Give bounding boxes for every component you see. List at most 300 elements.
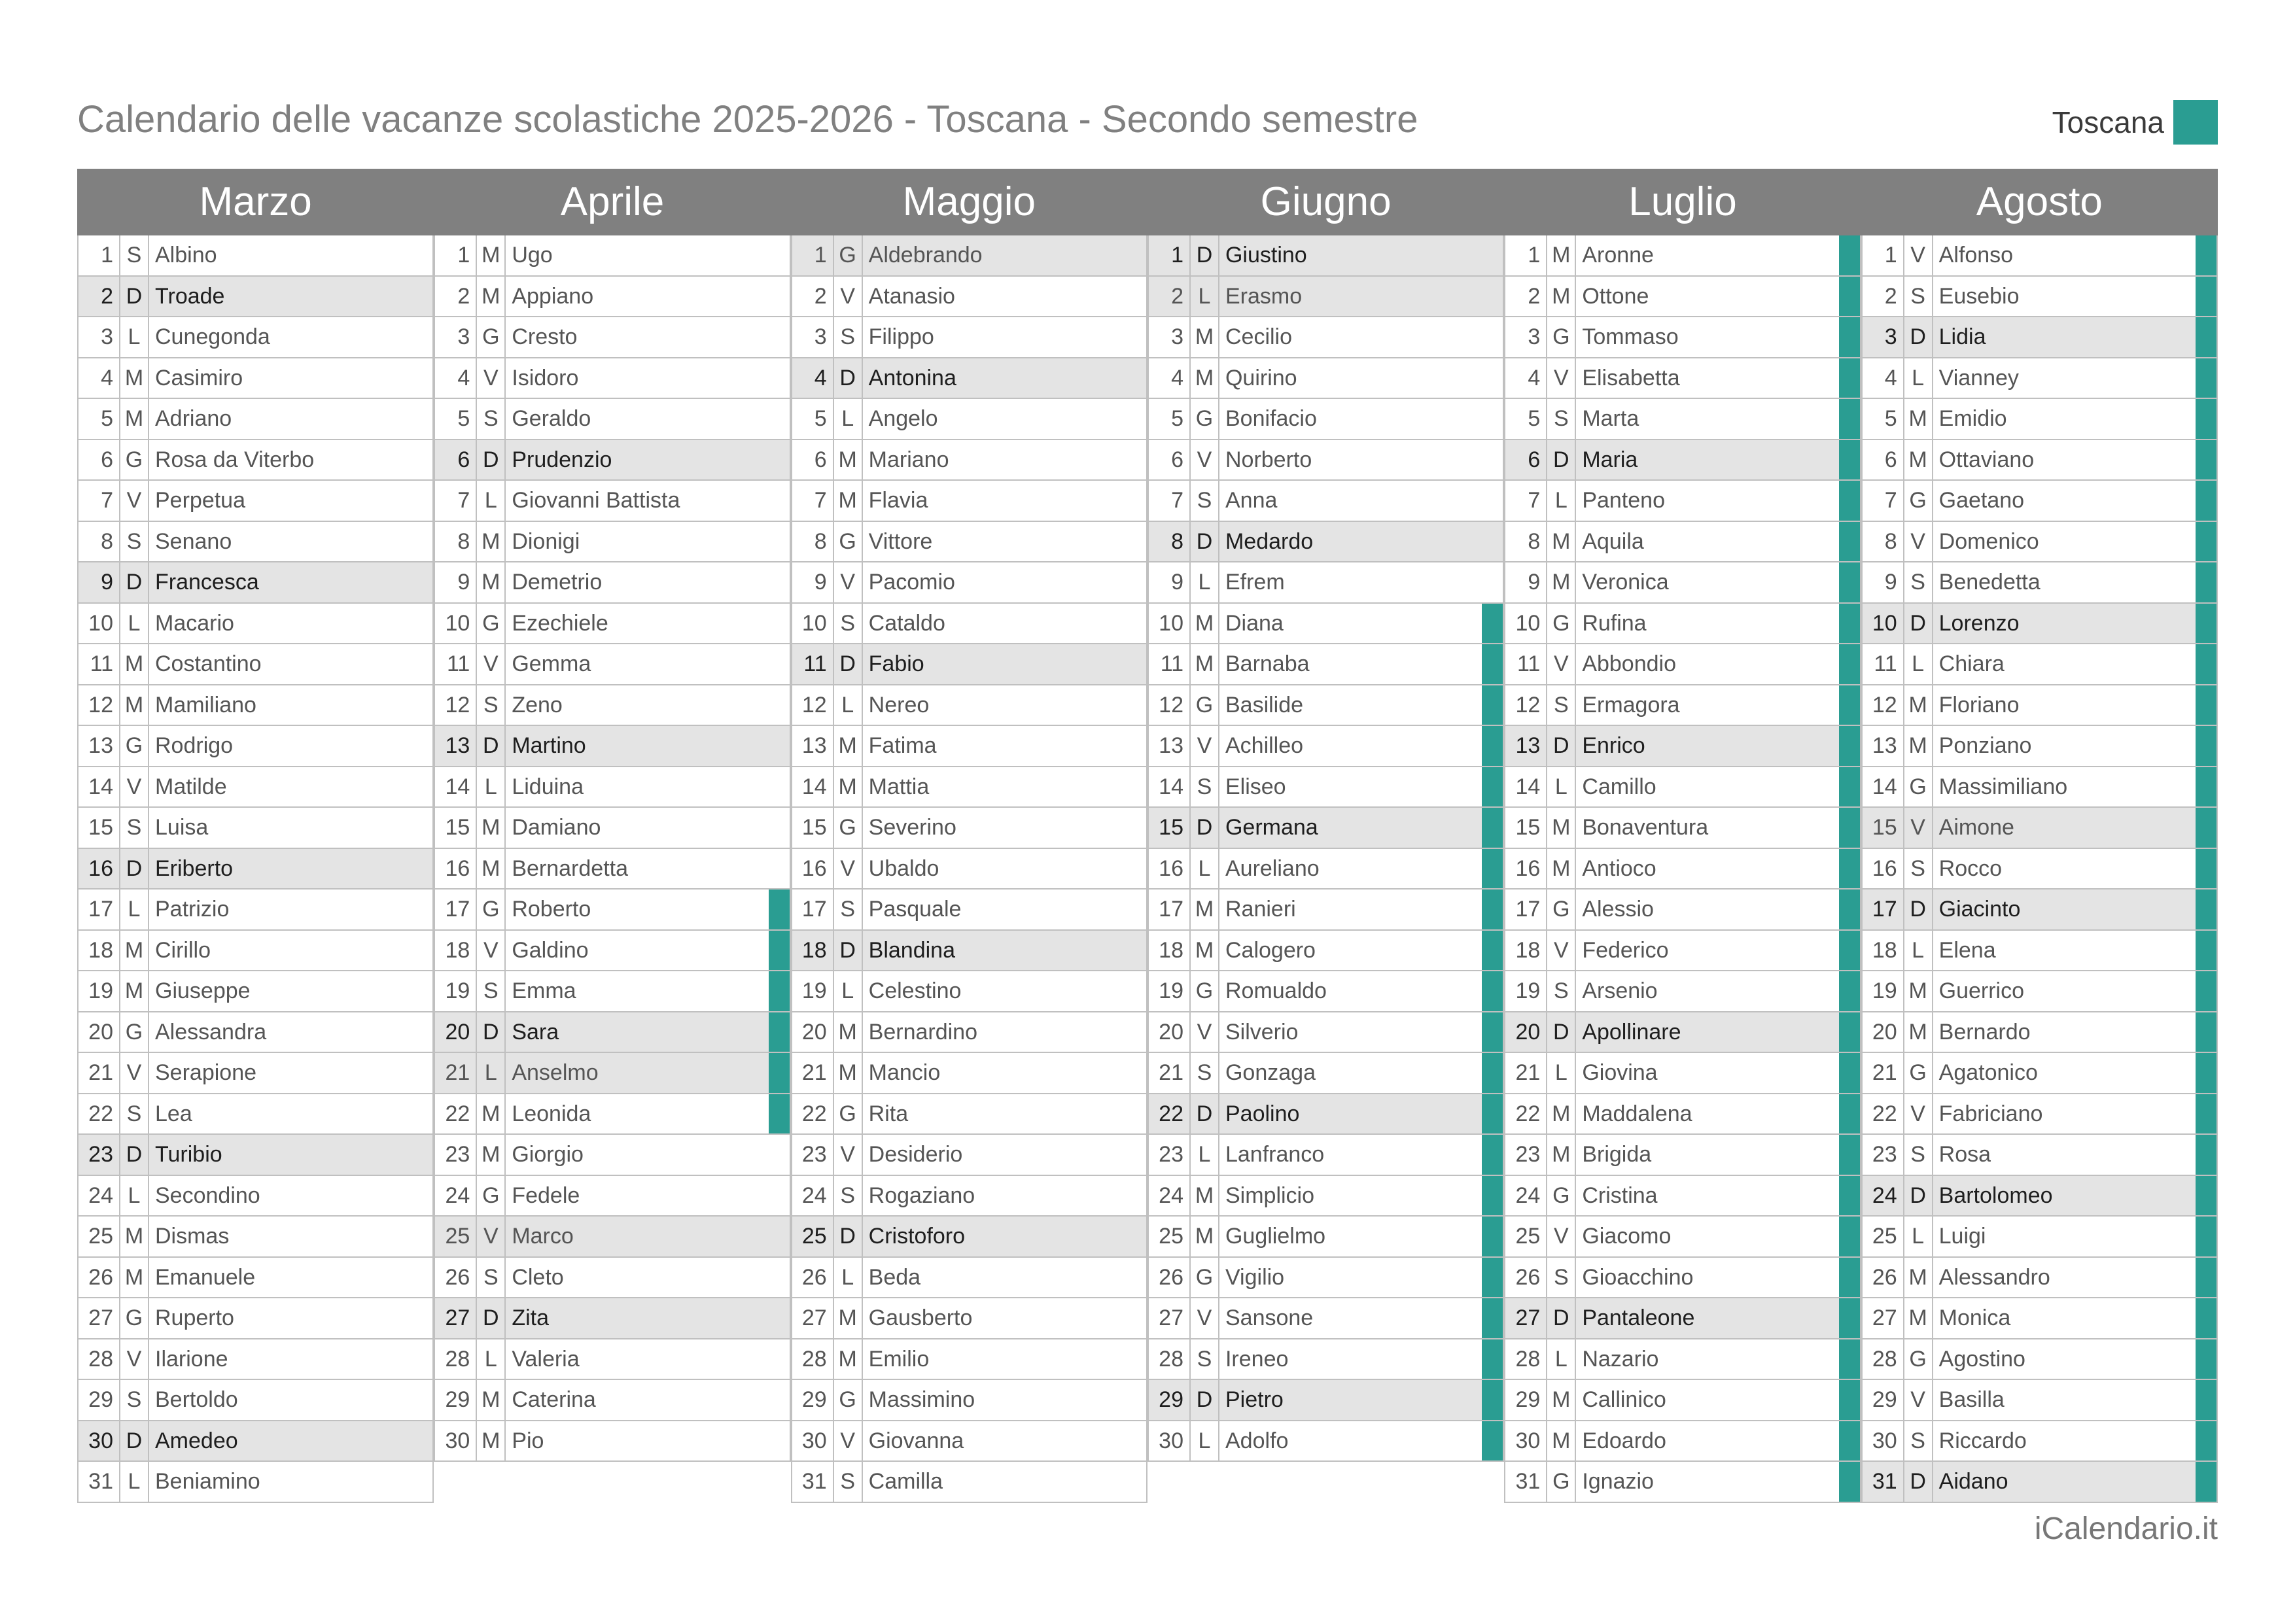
day-row [1863,1462,2216,1503]
day-row [1149,1421,1503,1462]
weekday-letter: D [120,1135,149,1175]
day-number: 7 [1149,481,1191,521]
day-number: 1 [1149,235,1191,275]
saint-name: Ermagora [1582,692,1680,717]
weekday-letter: V [834,849,863,889]
vacation-marker [1839,481,1860,521]
day-number: 4 [1149,358,1191,398]
day-number: 12 [1505,685,1547,725]
day-number: 22 [1863,1094,1904,1134]
vacation-marker [1482,971,1503,1011]
weekday-letter: M [477,277,506,317]
saint-name: Secondino [155,1183,260,1208]
day-row [1149,562,1503,604]
day-number: 24 [792,1176,834,1216]
day-row [792,1176,1146,1217]
saint-name: Calogero [1225,937,1316,963]
weekday-letter: S [1904,1135,1933,1175]
month-header: Maggio [791,169,1148,235]
vacation-marker [769,1380,790,1420]
vacation-marker [412,235,432,275]
vacation-marker [1839,1421,1860,1461]
day-row [792,931,1146,972]
weekday-letter: M [1191,358,1219,398]
saint-name: Rita [868,1101,909,1126]
saint-name: Benedetta [1938,570,2041,595]
saint-name: Apollinare [1582,1019,1681,1045]
saint-name: Eriberto [155,855,234,881]
weekday-letter: M [120,1258,149,1298]
day-number: 12 [435,685,477,725]
day-number: 28 [792,1339,834,1379]
vacation-marker [2196,726,2216,766]
day-number: 19 [792,971,834,1011]
weekday-letter: V [477,1217,506,1256]
day-row [1505,808,1859,849]
day-row [435,277,789,318]
day-row [79,604,432,645]
vacation-marker [2196,1298,2216,1338]
day-row [1505,481,1859,522]
day-row [79,1298,432,1339]
saint-name: Flavia [868,488,928,513]
vacation-marker [412,1094,432,1134]
vacation-marker [769,1339,790,1379]
day-row [435,890,789,931]
vacation-marker [1125,726,1146,766]
saint-name: Giovanni Battista [512,488,680,513]
day-row [1149,1298,1503,1339]
day-number: 12 [1863,685,1904,725]
vacation-marker [1482,1258,1503,1298]
day-number: 21 [792,1053,834,1093]
weekday-letter: S [1904,849,1933,889]
weekday-letter: L [834,971,863,1011]
vacation-marker [1839,808,1860,848]
vacation-marker [1482,931,1503,971]
vacation-marker [1125,277,1146,317]
weekday-letter: V [120,1339,149,1379]
saint-name: Elisabetta [1582,365,1680,390]
vacation-marker [769,931,790,971]
vacation-marker [1125,358,1146,398]
day-row [79,890,432,931]
day-number: 17 [1505,890,1547,929]
vacation-marker [2196,1258,2216,1298]
day-row [79,1176,432,1217]
day-row [792,235,1146,277]
day-number: 24 [79,1176,120,1216]
saint-name: Agostino [1938,1346,2025,1372]
day-row [792,1421,1146,1462]
vacation-marker [412,808,432,848]
day-number: 16 [1863,849,1904,889]
day-row [79,808,432,849]
day-number: 30 [792,1421,834,1461]
vacation-marker [412,1135,432,1175]
saint-name: Efrem [1225,570,1285,595]
saint-name: Quirino [1225,365,1297,390]
weekday-letter: S [834,1176,863,1216]
weekday-letter: G [1547,1462,1576,1502]
day-row [1863,808,2216,849]
day-row [1505,644,1859,685]
weekday-letter: M [120,1217,149,1256]
day-row [1505,767,1859,808]
day-number: 9 [1149,562,1191,602]
vacation-marker [1125,931,1146,971]
weekday-letter: G [1904,1053,1933,1093]
weekday-letter: V [477,931,506,971]
day-row [1863,358,2216,400]
day-number: 30 [79,1421,120,1461]
weekday-letter: D [120,849,149,889]
day-row [1863,1094,2216,1135]
vacation-marker [769,522,790,562]
day-row [792,481,1146,522]
vacation-marker [1125,399,1146,439]
day-number: 25 [792,1217,834,1256]
day-row [1505,1258,1859,1299]
vacation-marker [1125,317,1146,357]
vacation-marker [1482,358,1503,398]
day-number: 11 [435,644,477,684]
day-row [1149,317,1503,358]
saint-name: Adriano [155,406,232,431]
day-number: 2 [792,277,834,317]
day-number: 18 [1505,931,1547,971]
saint-name: Cecilio [1225,324,1293,349]
saint-name: Vittore [868,528,933,554]
day-number: 10 [792,604,834,644]
day-number: 28 [1863,1339,1904,1379]
day-row [435,481,789,522]
day-row [79,931,432,972]
day-row [1505,685,1859,727]
saint-name: Simplicio [1225,1183,1315,1208]
day-number: 2 [79,277,120,317]
saint-name: Alessandro [1938,1264,2050,1290]
vacation-marker [769,317,790,357]
vacation-marker [1482,277,1503,317]
day-number: 6 [792,440,834,480]
weekday-letter: G [477,604,506,644]
day-number: 14 [792,767,834,807]
vacation-marker [769,644,790,684]
weekday-letter: V [120,1053,149,1093]
saint-name: Giustino [1225,243,1307,268]
day-number: 13 [435,726,477,766]
saint-name: Cirillo [155,937,211,963]
day-number: 25 [1149,1217,1191,1256]
weekday-letter: S [1547,685,1576,725]
day-row [1505,235,1859,277]
day-number: 3 [1863,317,1904,357]
weekday-letter: G [834,1094,863,1134]
vacation-marker [412,604,432,644]
weekday-letter: L [477,767,506,807]
vacation-marker [412,1421,432,1461]
weekday-letter: G [1191,1258,1219,1298]
month-column [1504,169,1861,1503]
weekday-letter: S [120,808,149,848]
day-row [79,1258,432,1299]
day-row [1863,1421,2216,1462]
day-row [435,562,789,604]
vacation-marker [1839,277,1860,317]
saint-name: Adolfo [1225,1428,1289,1453]
weekday-letter: M [1904,685,1933,725]
vacation-marker [1125,440,1146,480]
saint-name: Bartolomeo [1938,1183,2053,1208]
day-number: 6 [1863,440,1904,480]
day-number: 30 [435,1421,477,1461]
vacation-marker [1125,1176,1146,1216]
vacation-marker [769,358,790,398]
day-number: 16 [1505,849,1547,889]
day-row [79,1135,432,1176]
day-number: 24 [1863,1176,1904,1216]
day-row [1149,399,1503,440]
day-row [435,235,789,277]
saint-name: Floriano [1938,692,2020,717]
saint-name: Ottaviano [1938,447,2035,472]
vacation-marker [769,1298,790,1338]
day-number: 14 [435,767,477,807]
day-number: 8 [1149,522,1191,562]
month-days [1861,235,2218,1503]
vacation-marker [412,931,432,971]
weekday-letter: S [1191,1053,1219,1093]
saint-name: Camilla [868,1469,943,1494]
day-number: 5 [1505,399,1547,439]
weekday-letter: L [834,1258,863,1298]
day-row [1863,1217,2216,1258]
weekday-letter: M [834,767,863,807]
weekday-letter: D [1547,1012,1576,1052]
day-row [435,931,789,972]
day-number: 8 [1505,522,1547,562]
saint-name: Alfonso [1938,243,2014,268]
day-number: 8 [792,522,834,562]
saint-name: Prudenzio [512,447,612,472]
day-number: 10 [79,604,120,644]
day-number: 30 [1149,1421,1191,1461]
saint-name: Domenico [1938,528,2039,554]
saint-name: Galdino [512,937,589,963]
day-row [792,277,1146,318]
saint-name: Cataldo [868,610,945,636]
day-number: 6 [435,440,477,480]
saint-name: Achilleo [1225,733,1304,758]
saint-name: Ugo [512,243,553,268]
day-row [435,644,789,685]
saint-name: Anna [1225,488,1278,513]
saint-name: Rocco [1938,855,2003,881]
saint-name: Vianney [1938,365,2019,390]
saint-name: Emilio [868,1346,930,1372]
vacation-marker [1125,767,1146,807]
saint-name: Leonida [512,1101,591,1126]
weekday-letter: D [477,726,506,766]
vacation-marker [1482,1298,1503,1338]
day-row [79,1053,432,1094]
day-row [1505,1298,1859,1339]
day-number: 11 [1863,644,1904,684]
day-number: 13 [1863,726,1904,766]
vacation-marker [412,890,432,929]
day-number: 5 [1863,399,1904,439]
saint-name: Ezechiele [512,610,608,636]
vacation-marker [769,1012,790,1052]
weekday-letter: V [1191,726,1219,766]
day-number: 14 [1149,767,1191,807]
day-row [1863,1380,2216,1421]
vacation-marker [412,1012,432,1052]
vacation-marker [412,1462,432,1502]
weekday-letter: S [834,317,863,357]
day-row [792,1298,1146,1339]
day-row [1505,1217,1859,1258]
vacation-marker [2196,685,2216,725]
day-row [1505,440,1859,481]
day-row [79,849,432,890]
day-number: 26 [792,1258,834,1298]
weekday-letter: S [1191,1339,1219,1379]
day-row [435,1421,789,1462]
saint-name: Massimiliano [1938,774,2068,799]
day-number: 10 [1149,604,1191,644]
day-number: 25 [79,1217,120,1256]
day-number: 16 [792,849,834,889]
day-row [1149,971,1503,1012]
vacation-marker [1482,562,1503,602]
weekday-letter: D [1904,317,1933,357]
month-days [791,235,1148,1503]
saint-name: Amedeo [155,1428,238,1453]
saint-name: Turibio [155,1142,222,1167]
day-number: 1 [435,235,477,275]
saint-name: Luisa [155,815,209,840]
saint-name: Isidoro [512,365,579,390]
vacation-marker [412,1298,432,1338]
day-number: 8 [435,522,477,562]
day-number: 30 [1863,1421,1904,1461]
day-row [1863,481,2216,522]
day-row [1505,1421,1859,1462]
saint-name: Rogaziano [868,1183,975,1208]
saint-name: Germana [1225,815,1318,840]
vacation-marker [1839,1053,1860,1093]
vacation-marker [1839,767,1860,807]
vacation-marker [2196,971,2216,1011]
vacation-marker [1482,849,1503,889]
saint-name: Roberto [512,897,591,922]
vacation-marker [2196,1094,2216,1134]
vacation-marker [412,767,432,807]
day-number: 20 [1149,1012,1191,1052]
vacation-marker [2196,767,2216,807]
day-number: 27 [792,1298,834,1338]
weekday-letter: S [1904,277,1933,317]
day-row [1863,1053,2216,1094]
day-row [79,726,432,767]
saint-name: Lea [155,1101,192,1126]
weekday-letter: D [834,358,863,398]
vacation-marker [1125,1421,1146,1461]
day-row [792,317,1146,358]
saint-name: Nazario [1582,1346,1659,1372]
day-number: 29 [1505,1380,1547,1420]
saint-name: Alessandra [155,1019,267,1045]
weekday-letter: D [1547,726,1576,766]
day-row [435,685,789,727]
saint-name: Ireneo [1225,1346,1289,1372]
day-number: 13 [1149,726,1191,766]
saint-name: Pietro [1225,1387,1284,1412]
day-row [792,604,1146,645]
day-number: 6 [1505,440,1547,480]
day-row [79,399,432,440]
saint-name: Ruperto [155,1305,234,1330]
month-days [1148,235,1504,1462]
saint-name: Giovanna [868,1428,964,1453]
day-number: 9 [1863,562,1904,602]
saint-name: Serapione [155,1060,257,1085]
day-row [435,808,789,849]
saint-name: Giacomo [1582,1224,1672,1249]
vacation-marker [1839,644,1860,684]
vacation-marker [1839,399,1860,439]
vacation-marker [1482,1380,1503,1420]
day-number: 2 [1505,277,1547,317]
day-number: 23 [792,1135,834,1175]
day-number: 3 [792,317,834,357]
vacation-marker [769,1053,790,1093]
day-number: 19 [1863,971,1904,1011]
vacation-marker [1125,849,1146,889]
legend-label: Toscana [2052,105,2164,139]
vacation-marker [1125,481,1146,521]
vacation-marker [2196,1339,2216,1379]
saint-name: Abbondio [1582,651,1676,676]
day-number: 11 [79,644,120,684]
day-number: 7 [1863,481,1904,521]
weekday-letter: L [834,399,863,439]
day-row [792,767,1146,808]
day-row [1149,726,1503,767]
saint-name: Guerrico [1938,978,2025,1003]
vacation-marker [2196,1217,2216,1256]
weekday-letter: M [1191,890,1219,929]
saint-name: Norberto [1225,447,1312,472]
day-row [1863,562,2216,604]
day-number: 22 [1149,1094,1191,1134]
vacation-marker [2196,1421,2216,1461]
vacation-marker [2196,1380,2216,1420]
day-number: 15 [1149,808,1191,848]
saint-name: Diana [1225,610,1284,636]
day-number: 21 [1149,1053,1191,1093]
day-row [435,1176,789,1217]
weekday-letter: L [1547,1053,1576,1093]
vacation-marker [412,644,432,684]
vacation-marker [1839,1258,1860,1298]
weekday-letter: M [477,1135,506,1175]
vacation-marker [1482,644,1503,684]
day-row [792,890,1146,931]
saint-name: Aronne [1582,243,1654,268]
